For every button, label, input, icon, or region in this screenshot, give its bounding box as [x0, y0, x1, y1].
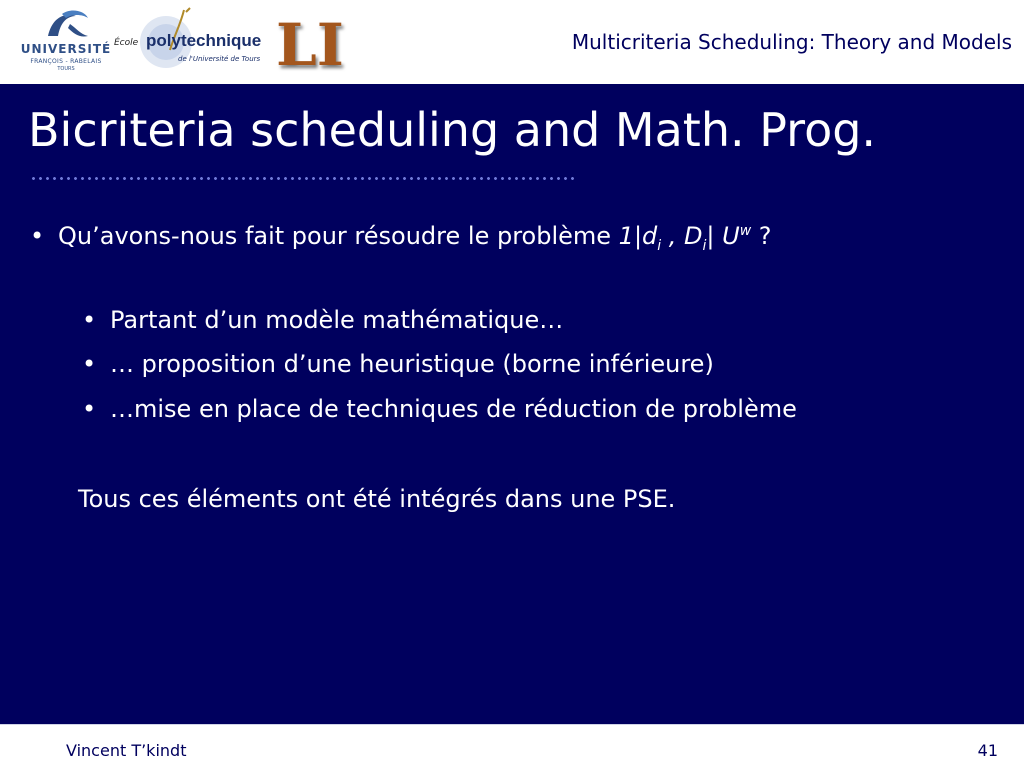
slide-content	[0, 84, 1024, 724]
list-item	[82, 394, 797, 424]
math-sub-1: i	[657, 237, 662, 254]
math-expression	[618, 222, 752, 254]
polytechnique-subname: de l'Université de Tours	[178, 55, 261, 63]
polytechnique-ecole: École	[114, 38, 139, 48]
universite-logo-mark	[18, 6, 114, 42]
footer-author: Vincent T’kindt	[66, 741, 187, 760]
bullet-icon: •	[82, 350, 97, 378]
question-end: ?	[751, 222, 772, 250]
math-sup-3: w	[739, 223, 752, 239]
bullet-icon: •	[82, 306, 97, 334]
list-item-text: Partant d’un modèle mathématique…	[110, 306, 564, 334]
li-logo	[276, 12, 356, 78]
polytechnique-name: polytechnique	[146, 31, 262, 50]
list-item-text: …mise en place de techniques de réduction de problème	[110, 395, 797, 423]
polytechnique-logo	[114, 6, 274, 76]
universite-logo	[18, 6, 114, 76]
bullet-icon: •	[82, 395, 97, 423]
question-text: Qu’avons-nous fait pour résoudre le problème	[58, 222, 619, 250]
question-line	[30, 216, 772, 261]
header	[0, 0, 1024, 84]
math-part-1: 1|d	[618, 222, 658, 250]
conclusion-text: Tous ces éléments ont été intégrés dans une PSE.	[78, 485, 676, 513]
list-item	[82, 305, 563, 335]
li-logo-text: LI	[276, 11, 344, 79]
list-item	[82, 349, 714, 379]
universite-name: UNIVERSITÉ	[20, 42, 112, 56]
page-number: 41	[977, 741, 998, 760]
math-part-3: | U	[706, 222, 740, 250]
universite-city: TOURS	[57, 66, 75, 72]
presentation-title: Multicriteria Scheduling: Theory and Models	[571, 30, 1012, 54]
universite-subname: FRANÇOIS - RABELAIS	[30, 58, 102, 65]
math-sub-2: i	[702, 237, 707, 254]
list-item-text: … proposition d’une heuristique (borne inférieure)	[110, 350, 714, 378]
bullet-icon: •	[30, 222, 45, 250]
title-dotted-divider	[30, 176, 575, 181]
math-part-2: , D	[661, 222, 703, 250]
footer	[0, 724, 1024, 769]
slide-title: Bicriteria scheduling and Math. Prog.	[28, 103, 877, 157]
